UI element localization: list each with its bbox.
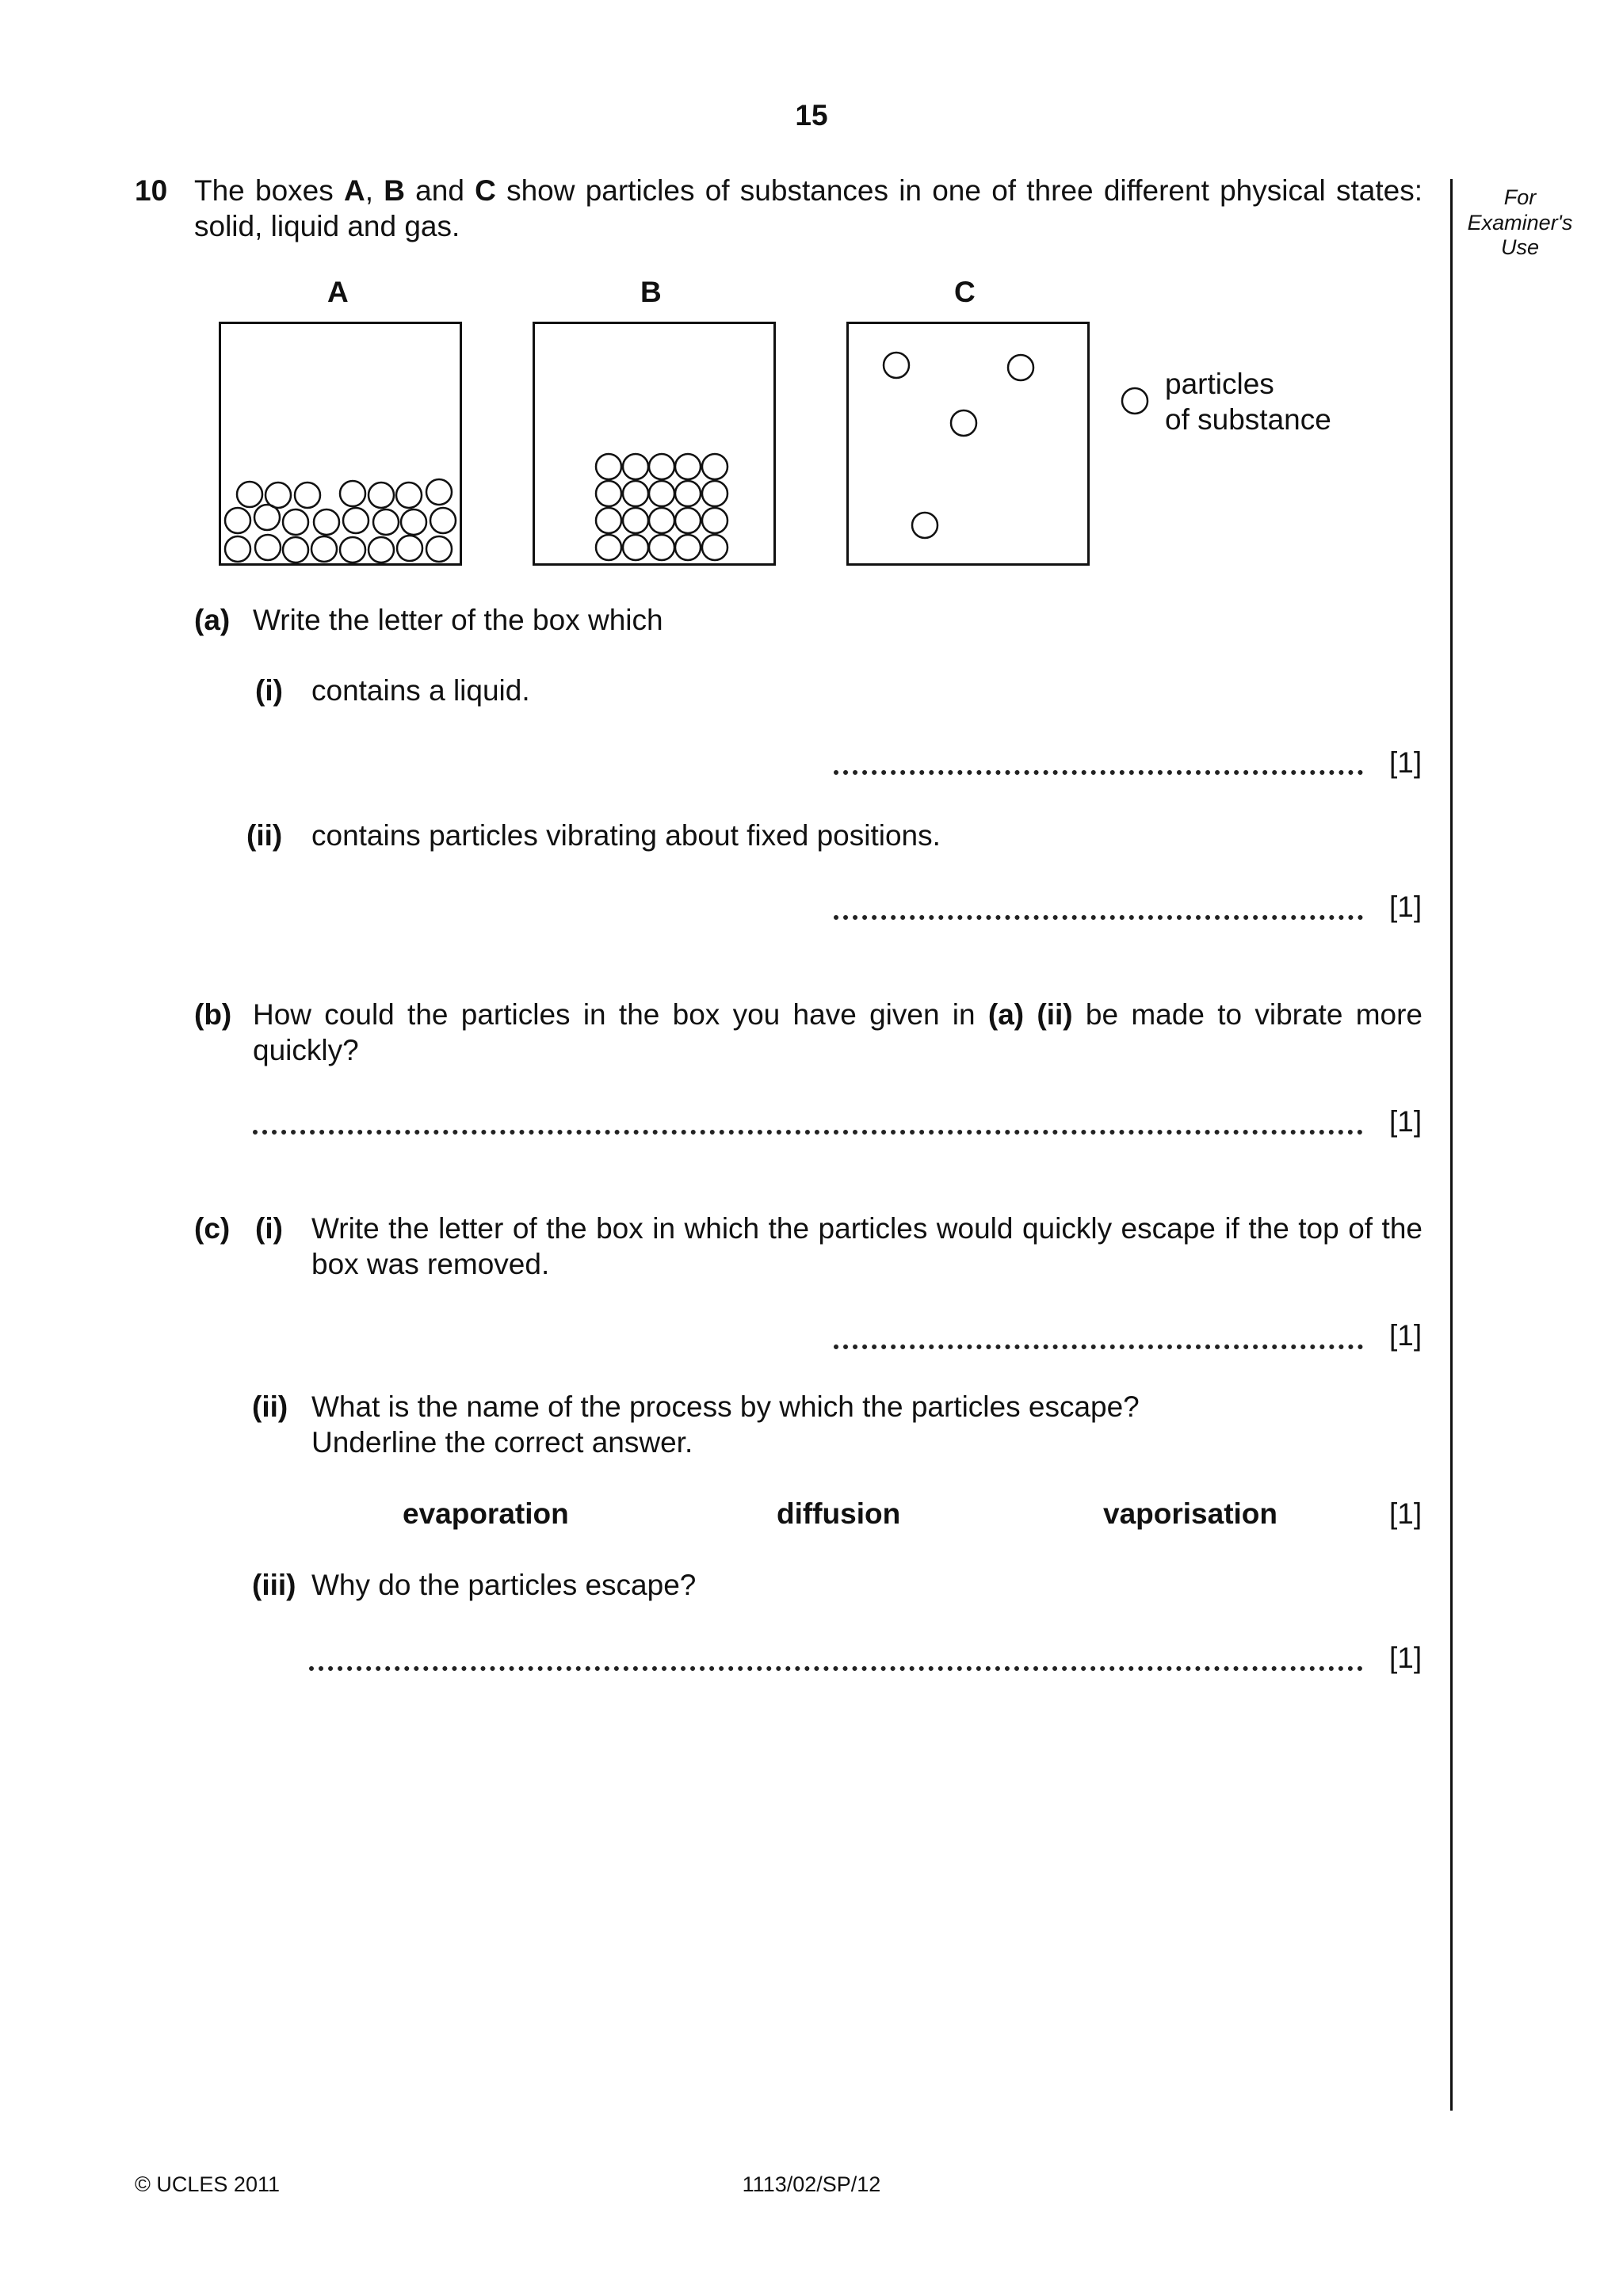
box-a-solid [219,322,462,566]
mark-c-i: [1] [1389,1319,1423,1352]
choice-evaporation[interactable]: evaporation [403,1497,569,1530]
mark-c-iii: [1] [1389,1642,1423,1674]
part-c-i-text: Write the letter of the box in which the particles would quickly escape if the top of the box was removed. [311,1212,1423,1281]
box-c-particles [849,324,1087,563]
part-a-i-text: contains a liquid. [311,674,530,707]
part-b-label: (b) [194,998,232,1031]
answer-line-a-ii[interactable] [834,915,1363,920]
mark-a-i: [1] [1389,746,1423,779]
part-c-i-label: (i) [255,1212,283,1245]
answer-line-a-i[interactable] [834,770,1363,775]
answer-line-c-iii[interactable] [309,1666,1363,1671]
footer-copyright: © UCLES 2011 [135,2172,280,2196]
part-a-ii-text: contains particles vibrating about fixed positions. [311,819,941,852]
answer-line-c-i[interactable] [834,1344,1363,1349]
choice-diffusion[interactable]: diffusion [777,1497,901,1530]
question-number: 10 [135,174,168,207]
mark-b: [1] [1389,1105,1423,1138]
mark-a-ii: [1] [1389,891,1423,923]
part-b-text: How could the particles in the box you have given in (a) (ii) be made to vibrate more quickly? [253,998,1423,1067]
mark-c-ii: [1] [1389,1497,1423,1530]
footer-paper-code: 1113/02/SP/12 [742,2172,881,2196]
examiner-use-column: For Examiner's Use [1467,185,1573,260]
choice-vaporisation[interactable]: vaporisation [1103,1497,1277,1530]
page-number: 15 [795,99,828,132]
question-intro: The boxes A, B and C show particles of substances in one of three different physical states: solid, liquid and gas. [194,174,1423,243]
box-c-gas [846,322,1090,566]
part-a-ii-label: (ii) [246,819,283,852]
examiner-margin-rule [1450,179,1453,2111]
part-c-label: (c) [194,1212,231,1245]
part-c-iii-text: Why do the particles escape? [311,1569,697,1601]
part-a-i-label: (i) [255,674,283,707]
part-a-text: Write the letter of the box which [253,604,663,636]
box-b-particles [535,324,773,563]
box-label-c: C [954,276,976,308]
answer-line-b[interactable] [253,1130,1363,1135]
part-c-ii-label: (ii) [252,1390,288,1423]
box-label-b: B [640,276,662,308]
key-particle-icon [1119,385,1151,417]
box-label-a: A [327,276,349,308]
key-text: particles of substance [1165,368,1331,437]
part-c-iii-label: (iii) [252,1569,296,1601]
part-c-ii-text: What is the name of the process by which the particles escape? Underline the correct answer. [311,1390,1140,1459]
part-a-label: (a) [194,604,231,636]
box-b-liquid [533,322,776,566]
box-a-particles [221,324,460,563]
